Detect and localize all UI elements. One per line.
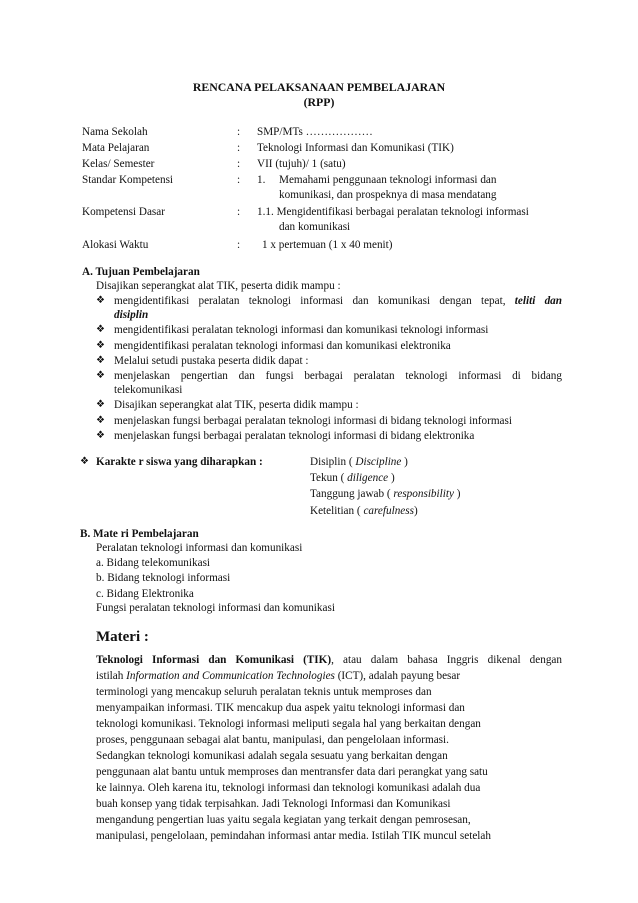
list-item: [96, 414, 562, 428]
info-value: 1 x pertemuan (1 x 40 menit): [262, 239, 393, 251]
tujuan-item-text: menjelaskan pengertian dan fungsi berbagai peralatan teknologi informasi di bidang: [114, 370, 562, 383]
info-row-kompetensi-dasar: [0, 205, 638, 235]
materi-pembelajaran-item: a. Bidang telekomunikasi: [96, 557, 211, 569]
info-value: SMP/MTs ………………: [257, 126, 373, 138]
materi-line: [96, 669, 562, 685]
tujuan-item-emphasis-2: disiplin: [114, 309, 149, 322]
list-item: [96, 339, 562, 353]
info-label: Standar Kompetensi: [82, 174, 174, 186]
karakter-close: ): [453, 488, 461, 501]
info-colon: :: [237, 174, 241, 186]
materi-text: (ICT), adalah payung besar: [334, 670, 461, 682]
info-label: Mata Pelajaran: [82, 142, 150, 154]
karakter-word: Tanggung jawab (: [310, 488, 394, 501]
list-item: [96, 398, 562, 412]
materi-heading: Materi :: [96, 629, 149, 645]
karakter-item: [310, 504, 460, 518]
info-colon: :: [237, 158, 241, 170]
karakter-close: ): [413, 504, 418, 517]
karakter-close: ): [388, 472, 395, 485]
list-item: [96, 294, 562, 322]
info-row-class: [0, 157, 638, 172]
materi-term: Teknologi Informasi dan Komunikasi (TIK): [96, 654, 332, 666]
tujuan-item-emphasis: teliti dan: [514, 295, 562, 307]
info-label: Nama Sekolah: [82, 126, 148, 138]
diamond-bullet-icon: ❖: [96, 339, 105, 351]
section-heading-materi-pembelajaran: B. Mate ri Pembelajaran: [80, 528, 199, 540]
materi-pembelajaran-intro: Peralatan teknologi informasi dan komunikasi: [96, 542, 303, 554]
materi-pembelajaran-item: c. Bidang Elektronika: [96, 588, 194, 600]
materi-line: manipulasi, pengelolaan, pemindahan informasi antar media. Istilah TIK muncul setelah: [96, 830, 491, 842]
tujuan-intro: Disajikan seperangkat alat TIK, peserta didik mampu :: [96, 280, 341, 292]
document-title: RENCANA PELAKSANAAN PEMBELAJARAN: [192, 80, 446, 94]
tujuan-item-text: mengidentifikasi peralatan teknologi informasi dan komunikasi teknologi informasi: [114, 324, 489, 337]
karakter-item: [310, 455, 460, 469]
tujuan-item-text: menjelaskan fungsi berbagai peralatan teknologi informasi di bidang elektronika: [114, 429, 475, 442]
info-value: Teknologi Informasi dan Komunikasi (TIK): [257, 142, 454, 154]
diamond-bullet-icon: ❖: [96, 414, 105, 426]
info-row-school: [0, 125, 638, 140]
info-row-subject: [0, 141, 638, 156]
materi-text: , atau dalam bahasa Inggris dikenal dengan: [331, 654, 562, 666]
info-row-alokasi-waktu: [0, 238, 638, 253]
list-item: [96, 323, 562, 337]
tujuan-item-text: mengidentifikasi peralatan teknologi informasi dan komunikasi dengan tepat,: [114, 295, 515, 307]
tujuan-item-text: mengidentifikasi peralatan teknologi informasi dan komunikasi elektronika: [114, 339, 451, 352]
diamond-bullet-icon: ❖: [96, 399, 105, 411]
materi-line: terminologi yang mencakup seluruh peralatan teknis untuk memproses dan: [96, 686, 432, 698]
info-label: Kelas/ Semester: [82, 158, 155, 170]
materi-pembelajaran-outro: Fungsi peralatan teknologi informasi dan komunikasi: [96, 602, 335, 614]
diamond-bullet-icon: ❖: [96, 370, 105, 382]
kd-text-line2: dan komunikasi: [279, 221, 351, 233]
karakter-word: Tekun (: [310, 472, 348, 485]
info-row-standar-kompetensi: [0, 173, 638, 203]
materi-body: [96, 653, 562, 845]
karakter-close: ): [401, 456, 408, 468]
karakter-english: responsibility: [393, 488, 454, 501]
sk-text-line1: Memahami penggunaan teknologi informasi dan: [279, 174, 497, 186]
karakter-item: [310, 471, 460, 485]
diamond-bullet-icon: ❖: [96, 295, 105, 306]
list-item: [96, 429, 562, 443]
materi-line: teknologi komunikasi. Teknologi informasi meliputi segala hal yang berkaitan dengan: [96, 718, 481, 730]
tujuan-item-text-2: telekomunikasi: [114, 384, 183, 397]
karakter-word: Ketelitian (: [310, 504, 364, 517]
materi-line: Sedangkan teknologi komunikasi adalah segala sesuatu yang berkaitan dengan: [96, 750, 448, 762]
list-item: [96, 354, 562, 368]
info-label: Alokasi Waktu: [82, 239, 149, 251]
diamond-bullet-icon: ❖: [80, 456, 89, 467]
sk-number: 1.: [257, 174, 266, 186]
info-colon: :: [237, 206, 241, 218]
materi-line: ke lainnya. Oleh karena itu, teknologi informasi dan teknologi komunikasi adalah dua: [96, 782, 481, 794]
info-label: Kompetensi Dasar: [82, 206, 165, 218]
document-subtitle: (RPP): [303, 95, 335, 109]
karakter-item: [310, 487, 460, 501]
karakter-english: carefulness: [363, 504, 414, 517]
materi-line: menyampaikan informasi. TIK mencakup dua aspek yaitu teknologi informasi dan: [96, 702, 465, 714]
tujuan-item-text: Melalui setudi pustaka peserta didik dapat :: [114, 354, 309, 367]
karakter-list: [310, 455, 460, 518]
info-colon: :: [237, 239, 241, 251]
materi-line: penggunaan alat bantu untuk memproses dan mentransfer data dari perangkat yang satu: [96, 766, 488, 778]
karakter-label: Karakte r siswa yang diharapkan :: [96, 456, 263, 468]
info-colon: :: [237, 126, 241, 138]
tujuan-item-text: menjelaskan fungsi berbagai peralatan teknologi informasi di bidang teknologi informasi: [114, 414, 512, 427]
karakter-english: Discipline: [355, 456, 402, 468]
kd-text-line1: 1.1. Mengidentifikasi berbagai peralatan teknologi informasi: [257, 206, 529, 218]
materi-line: [96, 653, 562, 669]
sk-text-line2: komunikasi, dan prospeknya di masa mendatang: [279, 189, 497, 201]
diamond-bullet-icon: ❖: [96, 429, 105, 441]
info-colon: :: [237, 142, 241, 154]
materi-english-term: Information and Communication Technologies: [126, 670, 335, 682]
list-item: [96, 369, 562, 397]
tujuan-item-text: Disajikan seperangkat alat TIK, peserta didik mampu :: [114, 399, 359, 412]
karakter-word: Disiplin (: [310, 456, 356, 468]
materi-line: mengandung pengertian luas yaitu segala kegiatan yang terkait dengan pemrosesan,: [96, 814, 471, 826]
materi-text: istilah: [96, 670, 127, 682]
diamond-bullet-icon: ❖: [96, 354, 105, 366]
materi-line: buah konsep yang tidak terpisahkan. Jadi Teknologi Informasi dan Komunikasi: [96, 798, 451, 810]
tujuan-list: [96, 294, 562, 443]
info-value: VII (tujuh)/ 1 (satu): [257, 158, 346, 170]
materi-line: proses, penggunaan sebagai alat bantu, manipulasi, dan pengelolaan informasi.: [96, 734, 449, 746]
section-heading-tujuan: A. Tujuan Pembelajaran: [82, 266, 200, 278]
diamond-bullet-icon: ❖: [96, 324, 105, 336]
karakter-english: diligence: [347, 472, 389, 485]
materi-pembelajaran-item: b. Bidang teknologi informasi: [96, 572, 231, 584]
